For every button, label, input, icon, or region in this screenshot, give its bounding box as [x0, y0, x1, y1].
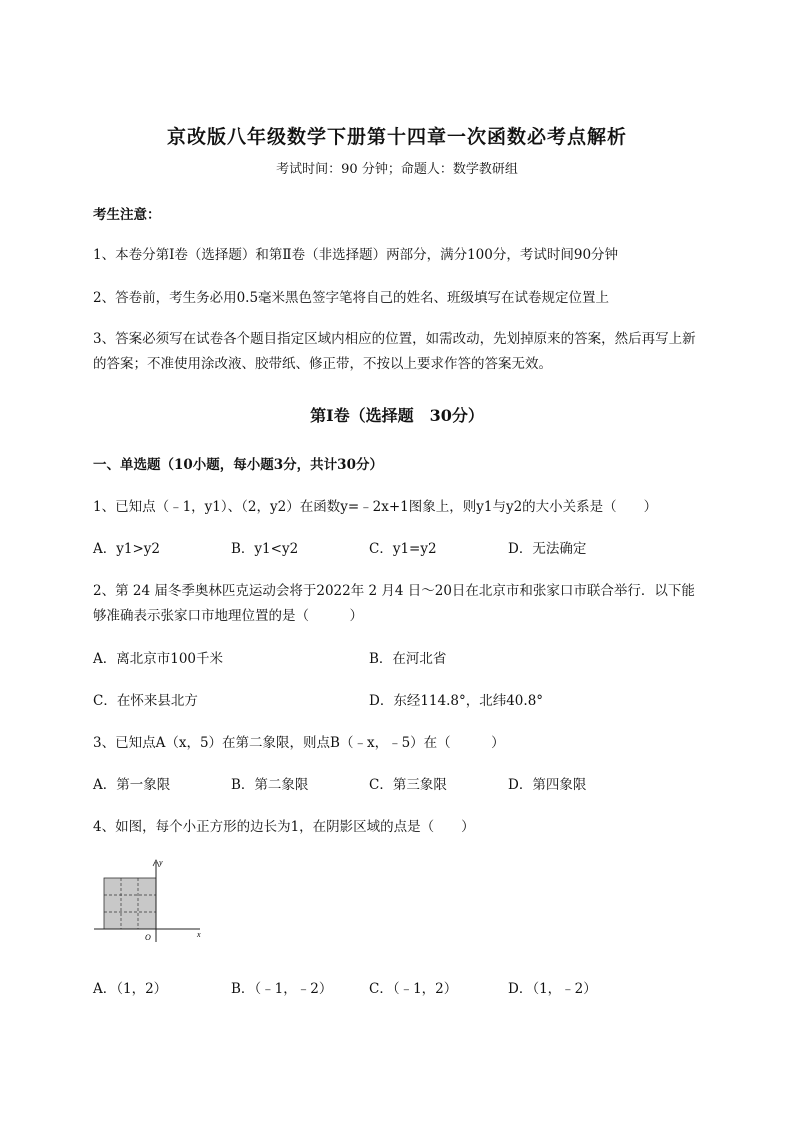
question-2-stem-cont: 够准确表示张家口市地理位置的是（ ）: [93, 608, 363, 624]
origin-label: O: [145, 933, 151, 942]
question-2-stem: 2、第 24 届冬季奥林匹克运动会将于2022年 2 月4 日～20日在北京市和张家口市联合举行．以下能: [93, 583, 695, 599]
section-title: 第Ⅰ卷（选择题 30分）: [310, 406, 484, 425]
page-title: 京改版八年级数学下册第十四章一次函数必考点解析: [166, 126, 627, 148]
q2-option-b: B．在河北省: [369, 651, 447, 667]
coordinate-grid-figure: [90, 856, 210, 946]
question-1-stem: 1、已知点（﹣1，y1）、（2，y2）在函数y=﹣2x+1图象上，则y1与y2的大小关系是（ ）: [93, 499, 658, 515]
q3-option-c: C．第三象限: [369, 777, 447, 793]
q3-option-b: B．第二象限: [231, 777, 309, 793]
notice-item-1: 1、本卷分第Ⅰ卷（选择题）和第Ⅱ卷（非选择题）两部分，满分100分，考试时间90分钟: [93, 247, 619, 263]
q1-option-a: A．y1>y2: [93, 541, 160, 557]
q2-option-d: D．东经114.8°，北纬40.8°: [369, 693, 544, 709]
exam-info: 考试时间：90 分钟；命题人：数学教研组: [276, 162, 518, 177]
q4-option-b: B．（﹣1，﹣2）: [231, 981, 333, 997]
q2-option-c: C．在怀来县北方: [93, 693, 198, 709]
part-heading: 一、单选题（10小题，每小题3分，共计30分）: [93, 457, 383, 473]
x-axis-label: x: [197, 930, 201, 939]
q4-option-d: D．（1，﹣2）: [508, 981, 597, 997]
notice-heading: 考生注意：: [93, 207, 161, 223]
y-axis-label: y: [159, 858, 163, 867]
q4-option-a: A．（1，2）: [93, 981, 168, 997]
q1-option-c: C．y1=y2: [369, 541, 437, 557]
question-4-stem: 4、如图，每个小正方形的边长为1，在阴影区域的点是（ ）: [93, 819, 475, 835]
notice-item-3: 3、答案必须写在试卷各个题目指定区域内相应的位置，如需改动，先划掉原来的答案，然后再写上新: [93, 331, 696, 347]
q3-option-d: D．第四象限: [508, 777, 587, 793]
notice-item-2: 2、答卷前，考生务必用0.5毫米黑色签字笔将自己的姓名、班级填写在试卷规定位置上: [93, 290, 610, 306]
q1-option-d: D．无法确定: [508, 541, 587, 557]
q2-option-a: A．离北京市100千米: [93, 651, 224, 667]
shaded-region: [104, 878, 156, 929]
q1-option-b: B．y1<y2: [231, 541, 299, 557]
q4-option-c: C．（﹣1，2）: [369, 981, 458, 997]
question-3-stem: 3、已知点A（x，5）在第二象限，则点B（﹣x，﹣5）在（ ）: [93, 735, 505, 751]
q3-option-a: A．第一象限: [93, 777, 171, 793]
notice-item-3-cont: 的答案；不准使用涂改液、胶带纸、修正带，不按以上要求作答的答案无效。: [93, 356, 552, 372]
